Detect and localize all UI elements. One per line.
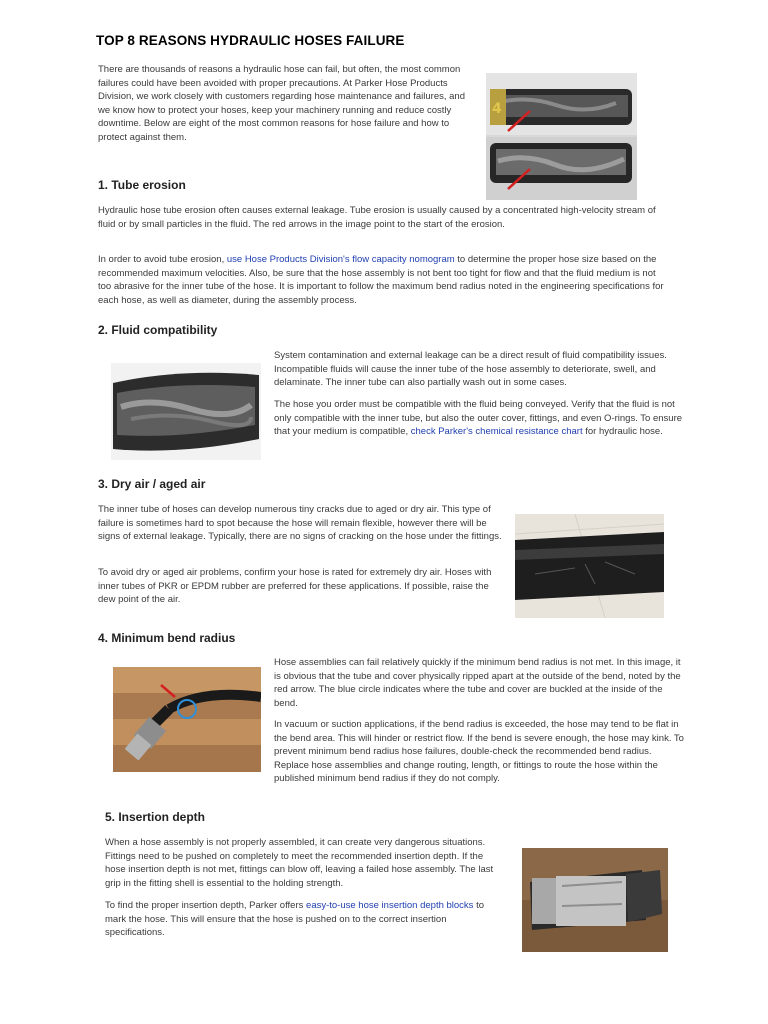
section-4-heading: 4. Minimum bend radius bbox=[98, 631, 236, 645]
insertion-depth-blocks-link[interactable]: easy-to-use hose insertion depth blocks bbox=[306, 900, 474, 911]
section-2-heading: 2. Fluid compatibility bbox=[98, 323, 218, 337]
section-3-paragraph-1: The inner tube of hoses can develop numerous tiny cracks due to aged or dry air. This type of failure is sometimes hard to spot because the hose will remain flexible, however there will be signs of external leakage. Typically, there are no signs of cracking on the hose under the fittings. bbox=[98, 504, 502, 543]
dry-air-hose-photo bbox=[515, 514, 664, 618]
section-1-paragraph-2: In order to avoid tube erosion, use Hose Products Division's flow capacity nomogram to determine the proper hose size based on the recommended maximum velocities. Also, be sure that the hose assembly is not bent too tight for flow and that the fluid medium is not too abrasive for the inner tube of the hose. It is important to follow the maximum bend radius noted in the engineering specifications for each hose, as well as diameter, during the assembly process. bbox=[98, 254, 664, 306]
section-1-heading: 1. Tube erosion bbox=[98, 178, 186, 192]
fluid-compatibility-photo bbox=[111, 363, 261, 460]
section-5-paragraph-2: To find the proper insertion depth, Parker offers easy-to-use hose insertion depth blocks to mark the hose. This will ensure that the hose is pushed on to the correct insertion specifications. bbox=[105, 900, 484, 939]
section-2-paragraph-2: The hose you order must be compatible with the fluid being conveyed. Verify that the fluid is not only compatible with the inner tube, but also the outer cover, fittings, and even O-rings. To ensure that your medium is compatible, check Parker's chemical resistance chart for hydraulic hose. bbox=[274, 399, 683, 438]
bend-radius-photo bbox=[113, 667, 261, 772]
intro-paragraph: There are thousands of reasons a hydraulic hose can fail, but often, the most common failures could have been avoided with proper precautions. At Parker Hose Products Division, we work closely with customers regarding hose maintenance and failures, and we know how to protect your hoses, keep your machinery running and reduce costly downtime. Below are eight of the most common reasons for hose failure and how to protect against them. bbox=[98, 64, 465, 143]
photo-label: 4 bbox=[492, 101, 502, 117]
chemical-resistance-chart-link[interactable]: check Parker's chemical resistance chart bbox=[410, 426, 583, 438]
document-title: TOP 8 REASONS HYDRAULIC HOSES FAILURE bbox=[96, 33, 405, 48]
flow-capacity-nomogram-link[interactable]: use Hose Products Division's flow capacity nomogram bbox=[226, 254, 455, 265]
section-3-heading: 3. Dry air / aged air bbox=[98, 477, 206, 491]
insertion-depth-photo bbox=[522, 848, 668, 952]
tube-erosion-photo bbox=[486, 73, 637, 200]
section-4-paragraph-1: Hose assemblies can fail relatively quickly if the minimum bend radius is not met. In this image, it is obvious that the tube and cover physically ripped apart at the outside of the bend, noted by the red arrow. The blue circle indicates where the tube and cover are buckled at the inside of the bend. bbox=[274, 657, 681, 709]
section-3-paragraph-2: To avoid dry or aged air problems, confirm your hose is rated for extremely dry air. Hoses with inner tubes of PKR or EPDM rubber are preferred for these applications. If possible, raise the dew point of the air. bbox=[98, 567, 492, 606]
section-5-paragraph-1: When a hose assembly is not properly assembled, it can create very dangerous situations. Fittings need to be pushed on completely to meet the recommended insertion depth. If the hose insertion depth is not met, fittings can blow off, leaving a failed hose assembly. The last grip in the fitting shell is essential to the holding strength. bbox=[105, 837, 494, 889]
section-4-paragraph-2: In vacuum or suction applications, if the bend radius is exceeded, the hose may tend to be flat in the bend area. This will hinder or restrict flow. If the bend is severe enough, the hose may kink. To prevent minimum bend radius hose failures, double-check the recommended bend radius. Replace hose assemblies and change routing, length, or fittings to route the hose within the published minimum bend radius if they do not comply. bbox=[274, 719, 684, 785]
section-2-paragraph-1: System contamination and external leakage can be a direct result of fluid compatibility issues. Incompatible fluids will cause the inner tube of the hose assembly to deteriorate, swell, and delaminate. The inner tube can also partially wash out in some cases. bbox=[274, 350, 667, 389]
section-5-heading: 5. Insertion depth bbox=[105, 810, 206, 824]
section-1-paragraph-1: Hydraulic hose tube erosion often causes external leakage. Tube erosion is usually caused by a concentrated high-velocity stream of fluid or by small particles in the fluid. The red arrows in the image point to the start of the erosion. bbox=[98, 205, 656, 230]
